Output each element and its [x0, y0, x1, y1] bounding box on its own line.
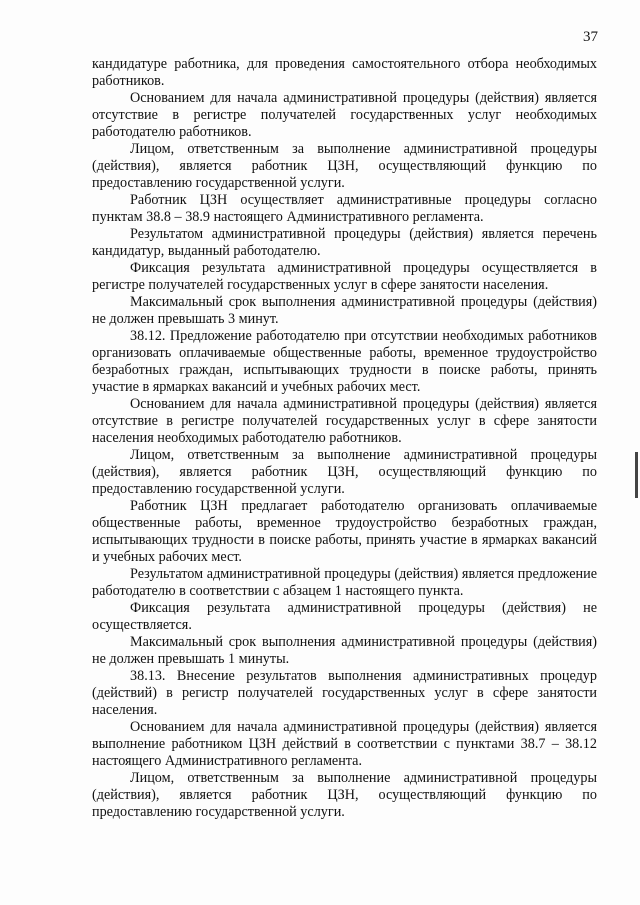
paragraph: Максимальный срок выполнения административной процедуры (действия) не должен превышать 1 минуты.: [92, 634, 597, 667]
paragraph: Основанием для начала административной процедуры (действия) является выполнение работником ЦЗН действий в соответствии с пунктами 38.7 – 38.12 настоящего Административного регламента.: [92, 719, 597, 769]
paragraph: 38.13. Внесение результатов выполнения административных процедур (действий) в регистр получателей государственных услуг в сфере занятости населения.: [92, 668, 597, 718]
page-number: 37: [583, 29, 598, 45]
paragraph: Фиксация результата административной процедуры (действия) не осуществляется.: [92, 600, 597, 633]
paragraph: Результатом административной процедуры (действия) является перечень кандидатур, выданный работодателю.: [92, 226, 597, 259]
scan-edge-mark: [635, 452, 638, 498]
paragraph: Работник ЦЗН предлагает работодателю организовать оплачиваемые общественные работы, временное трудоустройство безработных граждан, испытывающих трудности в поиске работы, принять участие в ярмарках вакансий и учебных рабочих мест.: [92, 498, 597, 565]
paragraph: Основанием для начала административной процедуры (действия) является отсутствие в регистре получателей государственных услуг необходимых работодателю работников.: [92, 90, 597, 140]
paragraph: Лицом, ответственным за выполнение административной процедуры (действия), является работник ЦЗН, осуществляющий функцию по предоставлению государственной услуги.: [92, 141, 597, 191]
paragraph: Фиксация результата административной процедуры осуществляется в регистре получателей государственных услуг в сфере занятости населения.: [92, 260, 597, 293]
document-body: [92, 56, 597, 821]
paragraph: Работник ЦЗН осуществляет административные процедуры согласно пунктам 38.8 – 38.9 настоящего Административного регламента.: [92, 192, 597, 225]
paragraph: Основанием для начала административной процедуры (действия) является отсутствие в регистре получателей государственных услуг в сфере занятости населения необходимых работодателю работников.: [92, 396, 597, 446]
paragraph: Максимальный срок выполнения административной процедуры (действия) не должен превышать 3 минут.: [92, 294, 597, 327]
paragraph: кандидатуре работника, для проведения самостоятельного отбора необходимых работников.: [92, 56, 597, 89]
paragraph: Результатом административной процедуры (действия) является предложение работодателю в соответствии с абзацем 1 настоящего пункта.: [92, 566, 597, 599]
paragraph: Лицом, ответственным за выполнение административной процедуры (действия), является работник ЦЗН, осуществляющий функцию по предоставлению государственной услуги.: [92, 770, 597, 820]
paragraph: 38.12. Предложение работодателю при отсутствии необходимых работников организовать оплачиваемые общественные работы, временное трудоустройство безработных граждан, испытывающих трудности в поиске работы, принять участие в ярмарках вакансий и учебных рабочих мест.: [92, 328, 597, 395]
paragraph: Лицом, ответственным за выполнение административной процедуры (действия), является работник ЦЗН, осуществляющий функцию по предоставлению государственной услуги.: [92, 447, 597, 497]
